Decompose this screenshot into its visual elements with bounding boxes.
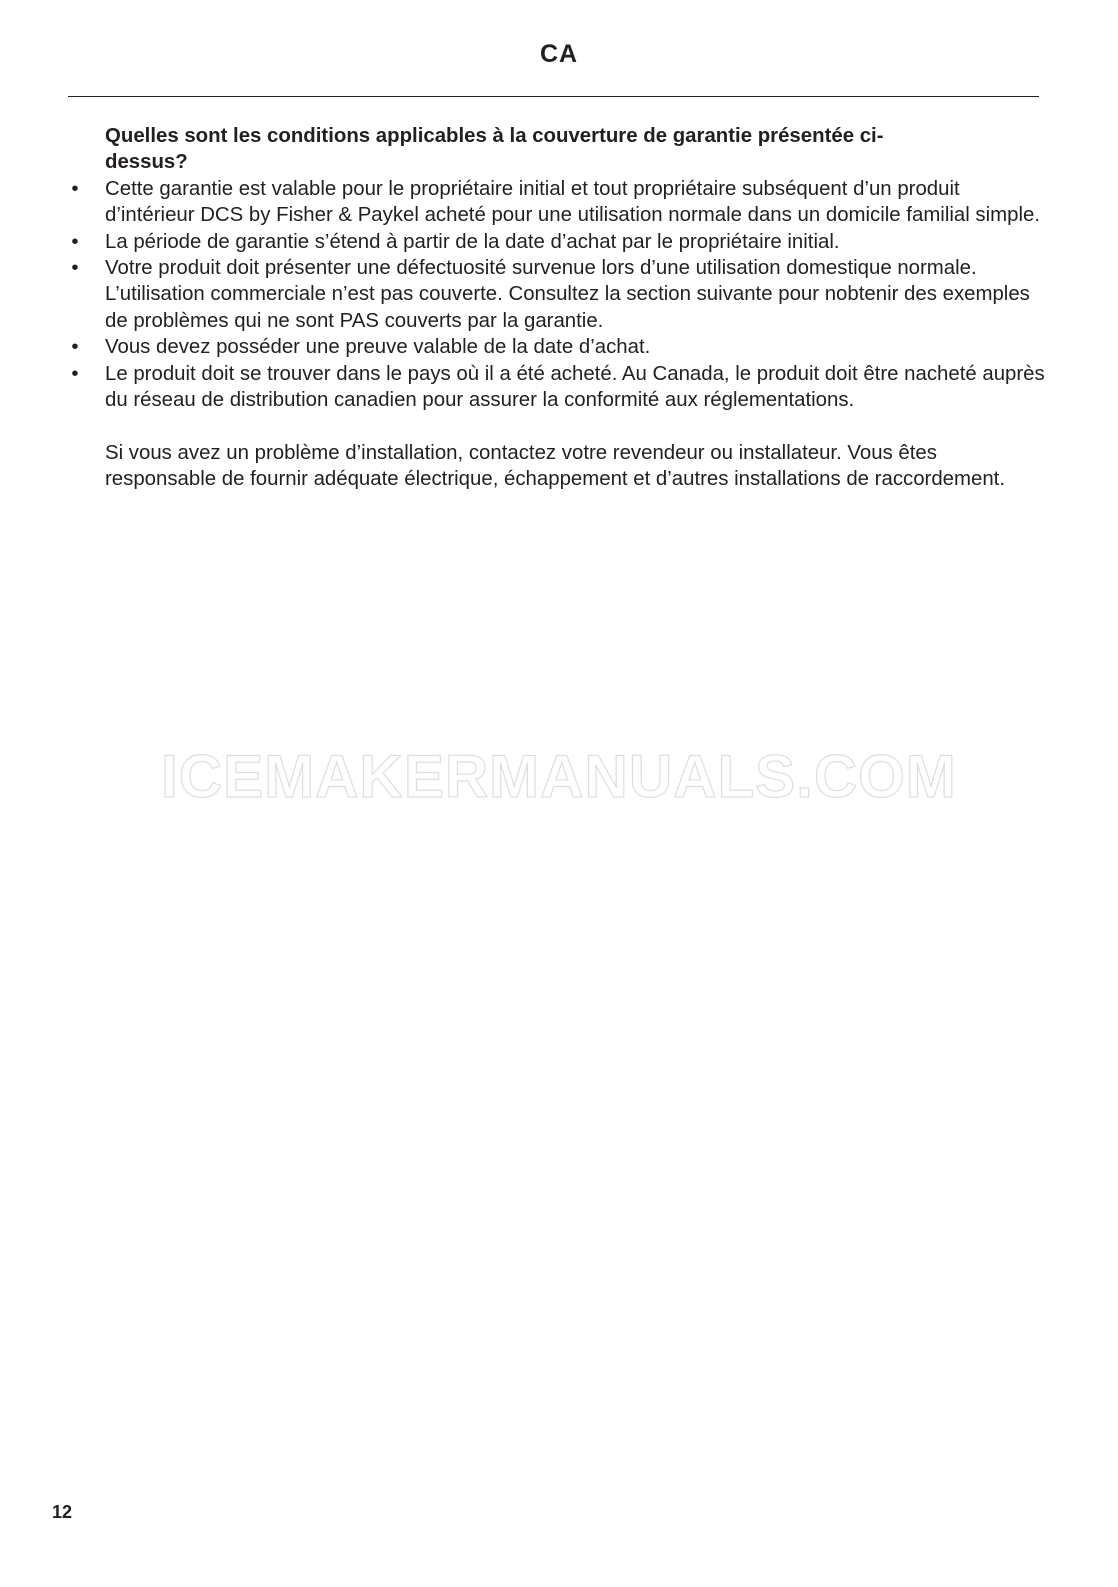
bullet-icon: • xyxy=(71,230,79,253)
list-item-text: Vous devez posséder une preuve valable de la date d’achat. xyxy=(105,336,651,359)
installation-paragraph: Si vous avez un problème d’installation, contactez votre revendeur ou installateur. Vous êtes responsable de fournir adéquate électrique, échappement et d’autres installations de raccordement. xyxy=(105,441,1006,491)
list-item-text: La période de garantie s’étend à partir de la date d’achat par le propriétaire initial. xyxy=(105,230,840,253)
list-item-text: Cette garantie est valable pour le propriétaire initial et tout propriétaire subséquent d’un produit d’intérieur DCS by Fisher & Paykel acheté pour une utilisation normale dans un domicile familial simple. xyxy=(105,177,1041,227)
list-item-text: Votre produit doit présenter une défectuosité survenue lors d’une utilisation domestique normale. L’utilisation commerciale n’est pas couverte. Consultez la section suivante pour nobtenir des exemples de problèmes qui ne sont PAS couverts par la garantie. xyxy=(105,257,1030,332)
list-item-text: Le produit doit se trouver dans le pays où il a été acheté. Au Canada, le produit doit être nacheté auprès du réseau de distribution canadien pour assurer la conformité aux réglementations. xyxy=(105,362,1045,412)
list-item xyxy=(71,229,1045,255)
bullet-icon: • xyxy=(71,336,79,359)
list-item xyxy=(71,361,1045,414)
bullet-icon: • xyxy=(71,257,79,280)
bullet-icon: • xyxy=(71,177,79,200)
list-item xyxy=(71,334,1045,360)
list-item xyxy=(71,176,1045,229)
header-divider xyxy=(68,96,1039,97)
header-country-code: CA xyxy=(539,40,579,68)
section-heading: Quelles sont les conditions applicables à la couverture de garantie présentée ci-dessus? xyxy=(105,125,884,174)
watermark: ICEMAKERMANUALS.COM xyxy=(161,743,957,810)
conditions-list xyxy=(71,176,1045,414)
warranty-conditions-section xyxy=(71,123,1045,493)
page-number: 12 xyxy=(52,1502,73,1522)
bullet-icon: • xyxy=(71,362,79,385)
list-item xyxy=(71,255,1045,334)
